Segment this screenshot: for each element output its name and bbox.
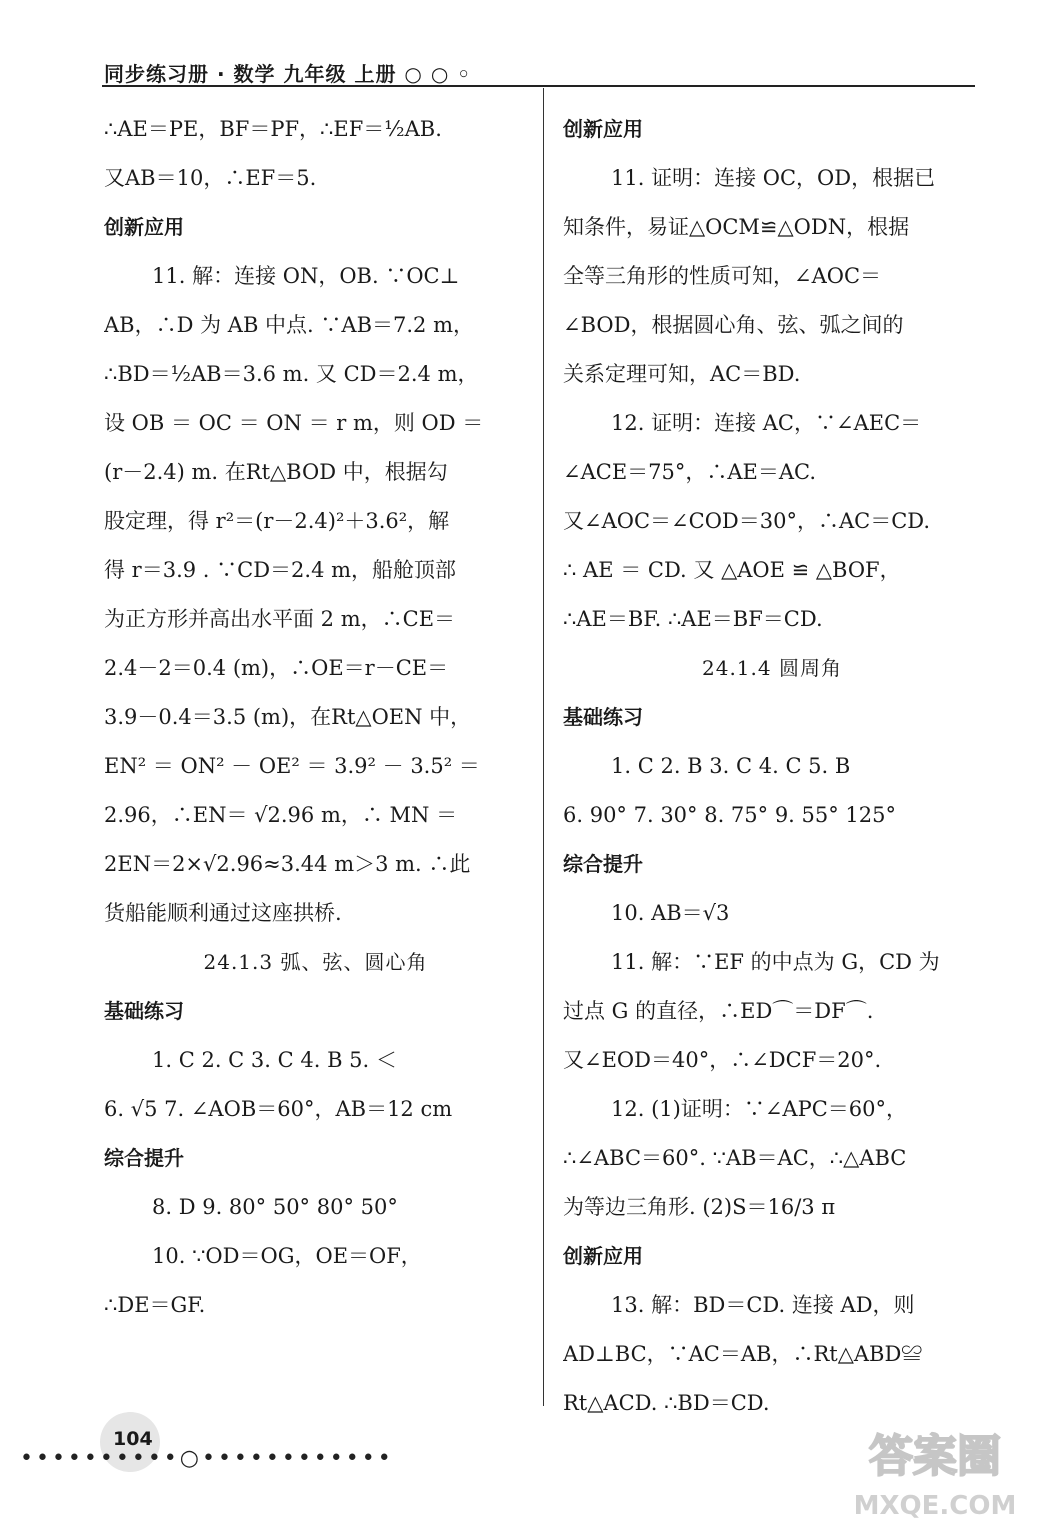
section-heading: 综合提升 [104, 1146, 184, 1170]
text-line: 3.9－0.4＝3.5 (m)，在Rt△OEN 中， [104, 705, 472, 729]
subsection-title: 24.1.3 弧、弦、圆心角 [203, 950, 428, 974]
watermark-logo [845, 1416, 1025, 1526]
text-line: 又∠EOD＝40°，∴∠DCF＝20°. [563, 1048, 882, 1072]
right-column [563, 105, 981, 1428]
text-line: 关系定理可知，AC＝BD. [563, 362, 801, 386]
text-line: 1. C 2. B 3. C 4. C 5. B [611, 754, 851, 778]
column-divider [543, 88, 544, 1406]
text-line: 又∠AOC＝∠COD＝30°，∴AC＝CD. [563, 509, 931, 533]
left-column [104, 105, 527, 1330]
watermark-line2: MXQE.COM [853, 1491, 1017, 1521]
text-line: 12. (1)证明：∵∠APC＝60°， [611, 1097, 907, 1121]
footer-dots: ••••••••••○•••••••••••• [20, 1446, 394, 1471]
text-line: 10. AB＝√3 [611, 901, 730, 925]
text-line: EN² ＝ ON² － OE² ＝ 3.9² － 3.5² ＝ [104, 754, 480, 778]
text-line: ∠BOD，根据圆心角、弦、弧之间的 [563, 313, 904, 337]
section-heading: 创新应用 [104, 215, 184, 239]
text-line: 2.4－2＝0.4 (m)，∴OE＝r－CE＝ [104, 656, 449, 680]
text-line: (r－2.4) m. 在Rt△BOD 中，根据勾 [104, 460, 448, 484]
text-line: ∠ACE＝75°，∴AE＝AC. [563, 460, 817, 484]
text-line: 11. 解：∵EF 的中点为 G，CD 为 [611, 950, 940, 974]
text-line: 股定理，得 r²＝(r－2.4)²＋3.6²，解 [104, 509, 450, 533]
text-line: AB，∴D 为 AB 中点. ∵AB＝7.2 m， [104, 313, 474, 337]
page-number: 104 [113, 1428, 153, 1450]
text-line: ∴DE＝GF. [104, 1293, 206, 1317]
text-line: 货船能顺利通过这座拱桥. [104, 901, 342, 925]
text-line: 过点 G 的直径，∴ED⌒＝DF⌒. [563, 999, 874, 1023]
section-heading: 基础练习 [104, 999, 184, 1023]
text-line: 6. √5 7. ∠AOB＝60°，AB＝12 cm [104, 1097, 453, 1121]
text-line: 11. 解：连接 ON，OB. ∵OC⊥ [152, 264, 460, 288]
watermark-line1: 答案圈 [869, 1431, 1001, 1482]
text-line: 2.96，∴EN＝ √2.96 m，∴ MN ＝ [104, 803, 458, 827]
text-line: 10. ∵OD＝OG，OE＝OF， [152, 1244, 422, 1268]
text-line: 为正方形并高出水平面 2 m，∴CE＝ [104, 607, 456, 631]
text-line: ∴ AE ＝ CD. 又 △AOE ≌ △BOF， [563, 558, 901, 582]
text-line: 全等三角形的性质可知，∠AOC＝ [563, 264, 882, 288]
text-line: 6. 90° 7. 30° 8. 75° 9. 55° 125° [563, 803, 897, 827]
text-line: ∴AE＝PE，BF＝PF，∴EF＝½AB. [104, 117, 442, 141]
text-line: 12. 证明：连接 AC，∵∠AEC＝ [611, 411, 922, 435]
section-heading: 基础练习 [563, 705, 643, 729]
text-line: AD⊥BC，∵AC＝AB，∴Rt△ABD≌ [563, 1342, 923, 1366]
text-line: ∴BD＝½AB＝3.6 m. 又 CD＝2.4 m， [104, 362, 479, 386]
text-line: 2EN＝2×√2.96≈3.44 m＞3 m. ∴此 [104, 852, 471, 876]
text-line: 得 r＝3.9 . ∵CD＝2.4 m，船舱顶部 [104, 558, 457, 582]
text-line: 又AB＝10，∴EF＝5. [104, 166, 317, 190]
text-line: 为等边三角形. (2)S＝16/3 π [563, 1195, 836, 1219]
text-line: Rt△ACD. ∴BD＝CD. [563, 1391, 770, 1415]
text-line: 13. 解：BD＝CD. 连接 AD，则 [611, 1293, 915, 1317]
section-heading: 创新应用 [563, 117, 643, 141]
running-header: 同步练习册 · 数学 九年级 上册 ○ ○ ◦ [104, 62, 472, 86]
text-line: 知条件，易证△OCM≌△ODN，根据 [563, 215, 910, 239]
text-line: 11. 证明：连接 OC，OD，根据已 [611, 166, 936, 190]
text-line: 1. C 2. C 3. C 4. B 5. ＜ [152, 1048, 397, 1072]
header-rule [102, 85, 975, 87]
text-line: ∴∠ABC＝60°. ∵AB＝AC，∴△ABC [563, 1146, 907, 1170]
text-line: 设 OB ＝ OC ＝ ON ＝ r m，则 OD ＝ [104, 411, 484, 435]
text-line: 8. D 9. 80° 50° 80° 50° [152, 1195, 398, 1219]
section-heading: 创新应用 [563, 1244, 643, 1268]
subsection-title: 24.1.4 圆周角 [702, 656, 842, 680]
section-heading: 综合提升 [563, 852, 643, 876]
text-line: ∴AE＝BF. ∴AE＝BF＝CD. [563, 607, 823, 631]
